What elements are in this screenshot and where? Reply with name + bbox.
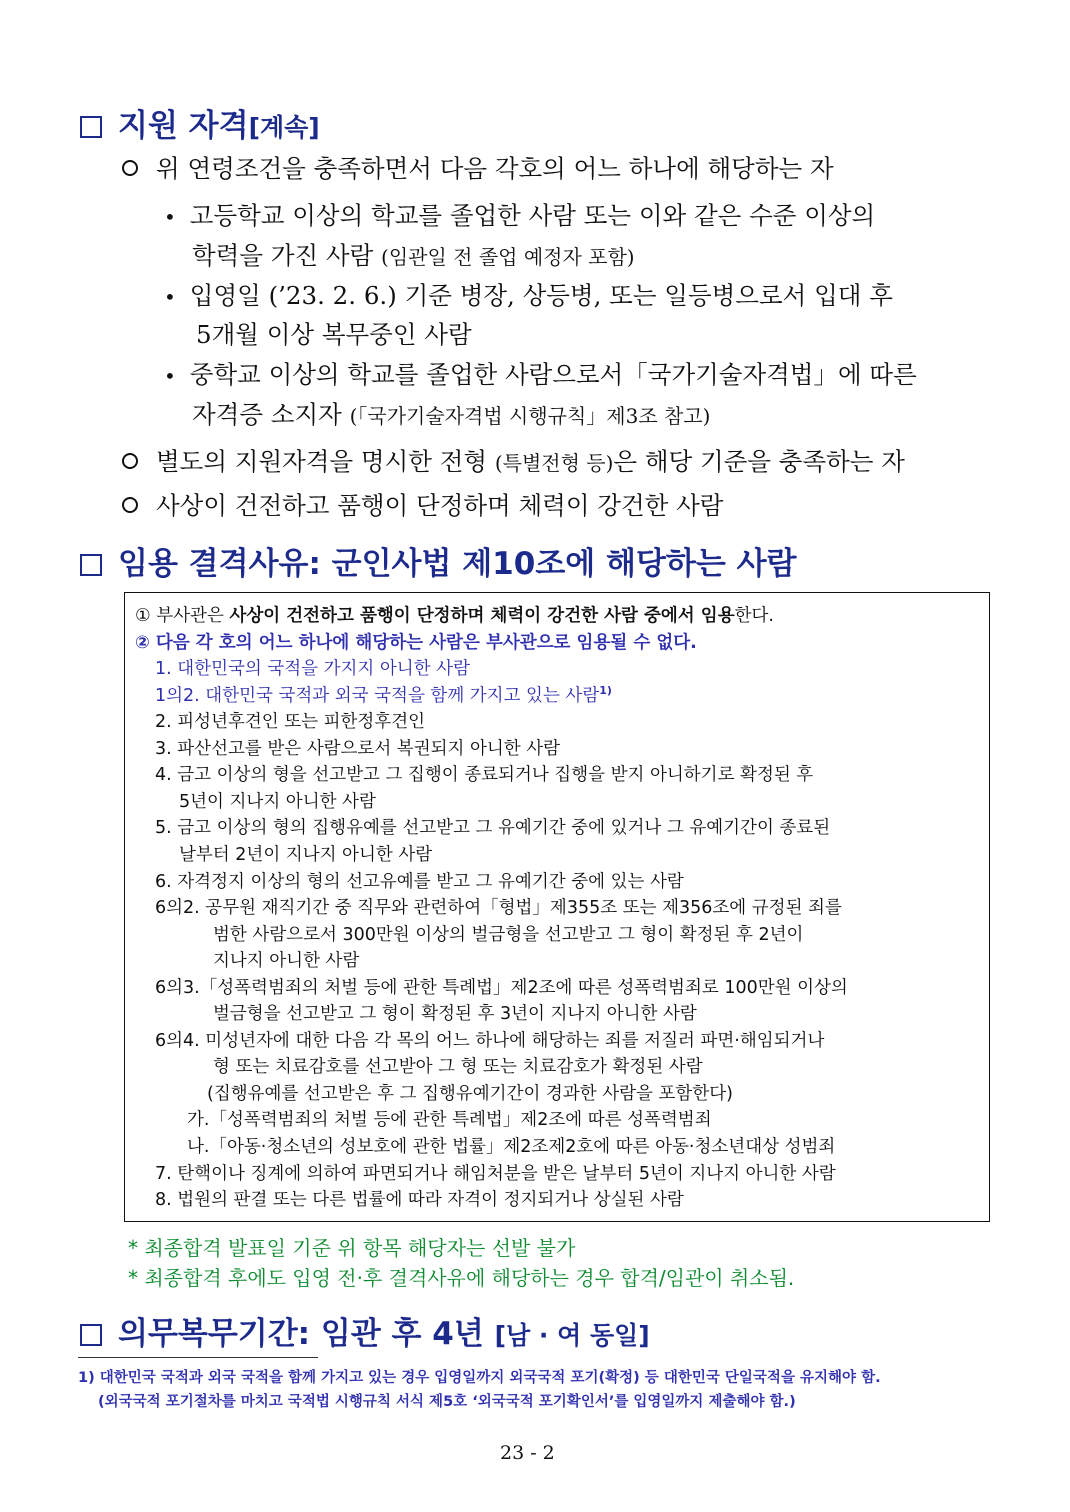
circle-bullet-icon <box>122 453 138 469</box>
footnote-line-2: (외국국적 포기절차를 마치고 국적법 시행규칙 서식 제5호 ‘외국국적 포기확인서’를 입영일까지 제출해야 함.) <box>98 1394 796 1410</box>
bullet-text: 학력을 가진 사람 <box>192 241 374 270</box>
bullet-text: 자격증 소지자 <box>192 400 342 429</box>
box-line-2: ② 다음 각 호의 어느 하나에 해당하는 사람은 부사관으로 임용될 수 없다. <box>135 633 697 653</box>
condition-small-text: (특별전형 등) <box>494 451 614 475</box>
box-item-2: 2. 피성년후견인 또는 피한정후견인 <box>155 712 426 732</box>
box-item-6-3: 6의3.「성폭력범죄의 처벌 등에 관한 특례법」제2조에 따른 성폭력범죄로 100만원 이상의 <box>155 978 848 998</box>
bullet-dot-icon: • <box>164 285 176 309</box>
box-item-6-4-na: 나.「아동·청소년의 성보호에 관한 법률」제2조제2호에 따른 아동·청소년대상 성범죄 <box>187 1137 836 1157</box>
condition-1 <box>122 150 834 185</box>
box-item-4: 4. 금고 이상의 형을 선고받고 그 집행이 종료되거나 집행을 받지 아니하기로 확정된 후 <box>155 765 814 785</box>
bullet-small-text: (임관일 전 졸업 예정자 포함) <box>381 245 635 269</box>
bullet-text: 입영일 (’23. 2. 6.) 기준 병장, 상등병, 또는 일등병으로서 입대 후 <box>189 281 893 310</box>
page-number: 23 - 2 <box>500 1442 555 1464</box>
heading-text: 임용 결격사유: 군인사법 제10조에 해당하는 사람 <box>118 546 797 582</box>
box-item-3: 3. 파산선고를 받은 사람으로서 복권되지 아니한 사람 <box>155 739 561 759</box>
note-1: * 최종합격 발표일 기준 위 항목 해당자는 선발 불가 <box>128 1236 576 1260</box>
condition-text: 은 해당 기준을 충족하는 자 <box>613 447 905 476</box>
box-item-5: 5. 금고 이상의 형의 집행유예를 선고받고 그 유예기간 중에 있거나 그 유예기간이 종료된 <box>155 818 831 838</box>
box-bold-text: 사상이 건전하고 품행이 단정하며 체력이 강건한 사람 중에서 임용 <box>229 606 735 626</box>
section-heading-service <box>80 1308 650 1353</box>
bullet-2-line-1 <box>164 277 893 312</box>
box-item-6-3-cont: 벌금형을 선고받고 그 형이 확정된 후 3년이 지나지 아니한 사람 <box>213 1004 697 1024</box>
footnote-line-1: 1) 대한민국 국적과 외국 국적을 함께 가지고 있는 경우 입영일까지 외국국적 포기(확정) 등 대한민국 단일국적을 유지해야 함. <box>78 1370 881 1386</box>
bullet-dot-icon: • <box>164 205 176 229</box>
circle-bullet-icon <box>122 160 138 176</box>
box-item-6-2-cont2: 지나지 아니한 사람 <box>213 951 360 971</box>
circle-bullet-icon <box>122 497 138 513</box>
box-item-6-2: 6의2. 공무원 재직기간 중 직무와 관련하여「형법」제355조 또는 제356조에 규정된 죄를 <box>155 898 842 918</box>
heading-sub: [계속] <box>248 113 320 142</box>
bullet-text: 5개월 이상 복무중인 사람 <box>196 320 472 349</box>
footnote-divider <box>78 1357 318 1358</box>
box-item-8: 8. 법원의 판결 또는 다른 법률에 따라 자격이 정지되거나 상실된 사람 <box>155 1190 684 1210</box>
section-heading-disqualification <box>80 538 796 583</box>
law-excerpt-box <box>124 592 990 1222</box>
box-item-6-4-ga: 가.「성폭력범죄의 처벌 등에 관한 특례법」제2조에 따른 성폭력범죄 <box>187 1110 712 1130</box>
box-item-6-4-cont: 형 또는 치료감호를 선고받아 그 형 또는 치료감호가 확정된 사람 <box>213 1057 703 1077</box>
footnote-ref[interactable]: 1) <box>599 684 612 698</box>
bullet-3-line-2 <box>192 396 710 431</box>
bullet-small-text: (「국가기술자격법 시행규칙」제3조 참고) <box>349 404 711 428</box>
section-heading-qualification <box>80 100 320 145</box>
heading-sub: [남 · 여 동일] <box>494 1321 650 1350</box>
box-text: ① 부사관은 <box>135 606 230 626</box>
box-item-1: 1. 대한민국의 국적을 가지지 아니한 사람 <box>155 659 470 679</box>
box-line-1 <box>135 602 774 627</box>
condition-2 <box>122 443 905 478</box>
heading-text: 지원 자격 <box>118 108 249 144</box>
bullet-text: 고등학교 이상의 학교를 졸업한 사람 또는 이와 같은 수준 이상의 <box>189 201 876 230</box>
bullet-3-line-1 <box>164 356 917 391</box>
bullet-dot-icon: • <box>164 364 176 388</box>
checkbox-square-icon <box>80 554 102 576</box>
note-2: * 최종합격 후에도 입영 전·후 결격사유에 해당하는 경우 합격/임관이 취소됨. <box>128 1266 795 1290</box>
box-item-6-2-cont: 범한 사람으로서 300만원 이상의 벌금형을 선고받고 그 형이 확정된 후 2년이 <box>213 925 804 945</box>
bullet-text: 중학교 이상의 학교를 졸업한 사람으로서「국가기술자격법」에 따른 <box>189 360 917 389</box>
checkbox-square-icon <box>80 116 102 138</box>
box-item-4-cont: 5년이 지나지 아니한 사람 <box>179 792 376 812</box>
box-item-1-2 <box>155 682 612 707</box>
condition-text: 별도의 지원자격을 명시한 전형 <box>156 447 488 476</box>
box-text: 한다. <box>734 606 774 626</box>
box-item-6-4-cont2: (집행유예를 선고받은 후 그 집행유예기간이 경과한 사람을 포함한다) <box>207 1084 733 1104</box>
box-item-6-4: 6의4. 미성년자에 대한 다음 각 목의 어느 하나에 해당하는 죄를 저질러 파면·해임되거나 <box>155 1031 825 1051</box>
box-item-6: 6. 자격정지 이상의 형의 선고유예를 받고 그 유예기간 중에 있는 사람 <box>155 872 684 892</box>
bullet-1-line-1 <box>164 197 875 232</box>
checkbox-square-icon <box>80 1324 102 1346</box>
bullet-2-line-2 <box>196 316 472 351</box>
box-item-5-cont: 날부터 2년이 지나지 아니한 사람 <box>179 845 433 865</box>
box-item-7: 7. 탄핵이나 징계에 의하여 파면되거나 해임처분을 받은 날부터 5년이 지나지 아니한 사람 <box>155 1164 836 1184</box>
condition-text: 사상이 건전하고 품행이 단정하며 체력이 강건한 사람 <box>156 491 724 520</box>
condition-text: 위 연령조건을 충족하면서 다음 각호의 어느 하나에 해당하는 자 <box>156 154 834 183</box>
bullet-1-line-2 <box>192 237 635 272</box>
heading-text: 의무복무기간: 임관 후 4년 <box>118 1316 484 1352</box>
box-text: 1의2. 대한민국 국적과 외국 국적을 함께 가지고 있는 사람 <box>155 686 600 706</box>
condition-3 <box>122 487 723 522</box>
